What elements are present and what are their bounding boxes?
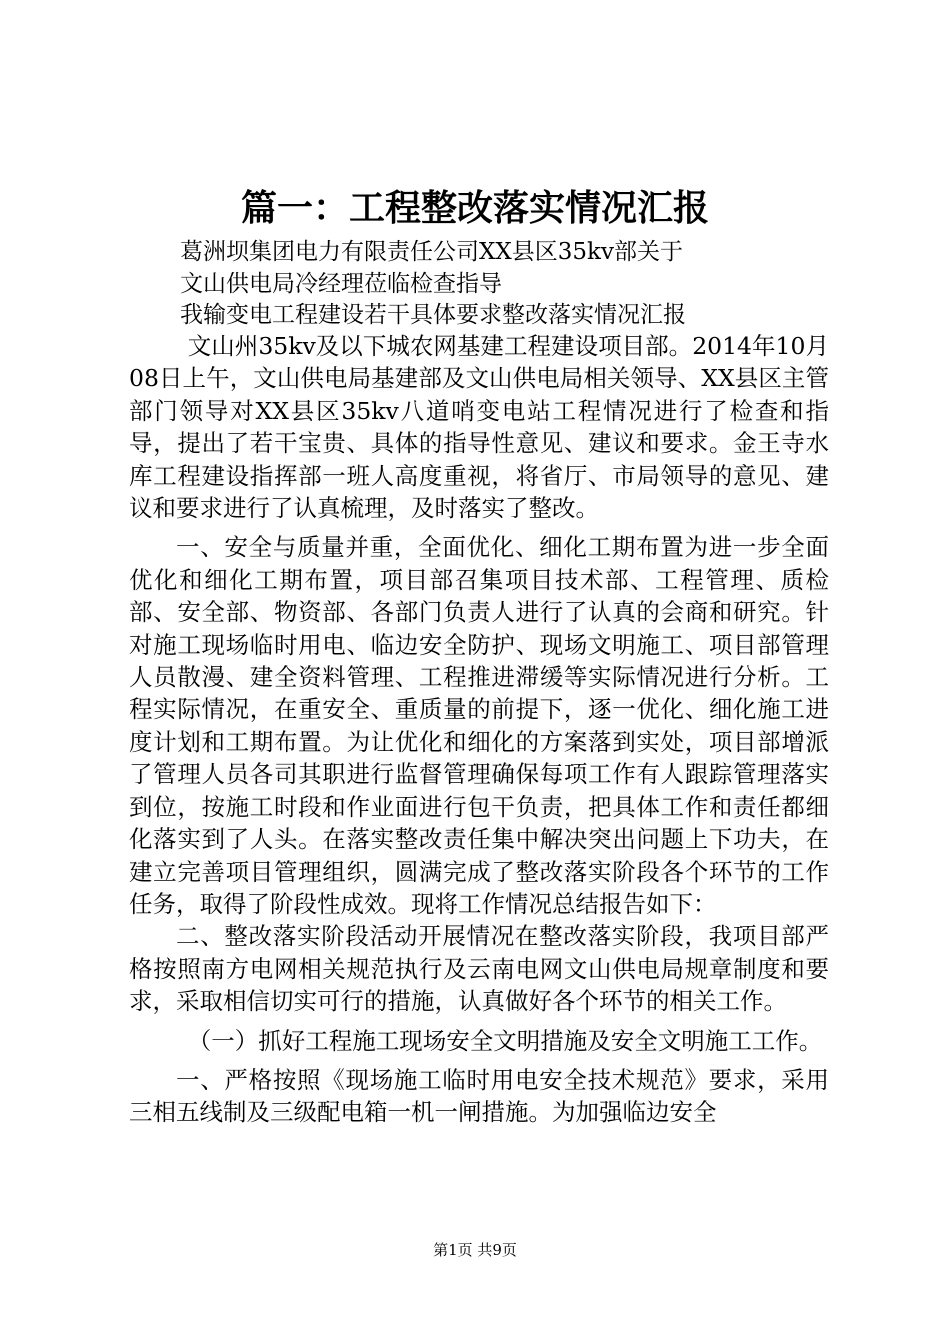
document-title: 篇一：工程整改落实情况汇报 [240,187,709,229]
subtitle-line-3: 我输变电工程建设若干具体要求整改落实情况汇报 [180,302,686,328]
paragraph-subsection-1: （一）抓好工程施工现场安全文明措施及安全文明施工工作。 [187,1026,823,1055]
document-body [129,330,829,1129]
paragraph-section-1: 一、安全与质量并重，全面优化、细化工期布置为进一步全面优化和细化工期布置，项目部召集项目技术部、工程管理、质检部、安全部、物资部、各部门负责人进行了认真的会商和研究。针对施工现场临时用电、临边安全防护、现场文明施工、项目部管理人员散漫、建全资料管理、工程推进滞缓等实际情况进行分析。工程实际情况，在重安全、重质量的前提下，逐一优化、细化施工进度计划和工期布置。为让优化和细化的方案落到实处，项目部增派了管理人员各司其职进行监督管理确保每项工作有人跟踪管理落实到位，按施工时段和作业面进行包干负责，把具体工作和责任都细化落实到了人头。在落实整改责任集中解决突出问题上下功夫，在建立完善项目管理组织，圆满完成了整改落实阶段各个环节的工作任务，取得了阶段性成效。现将工作情况总结报告如下： [129,533,829,918]
subtitle-line-2: 文山供电局冷经理莅临检查指导 [180,271,502,297]
page-number-footer: 第1页 共9页 [433,1241,517,1259]
paragraph-section-2: 二、整改落实阶段活动开展情况在整改落实阶段，我项目部严格按照南方电网相关规范执行及云南电网文山供电局规章制度和要求，采取相信切实可行的措施，认真做好各个环节的相关工作。 [129,922,829,1016]
subtitle-line-1: 葛洲坝集团电力有限责任公司XX县区35kv部关于 [180,239,683,265]
paragraph-item-1: 一、严格按照《现场施工临时用电安全技术规范》要求，采用三相五线制及三级配电箱一机一闸措施。为加强临边安全 [129,1065,829,1127]
paragraph-intro: 文山州35kv及以下城农网基建工程建设项目部。2014年10月08日上午，文山供电局基建部及文山供电局相关领导、XX县区主管部门领导对XX县区35kv八道哨变电站工程情况进行了检查和指导，提出了若干宝贵、具体的指导性意见、建议和要求。金王寺水库工程建设指挥部一班人高度重视，将省厅、市局领导的意见、建议和要求进行了认真梳理，及时落实了整改。 [129,332,829,523]
